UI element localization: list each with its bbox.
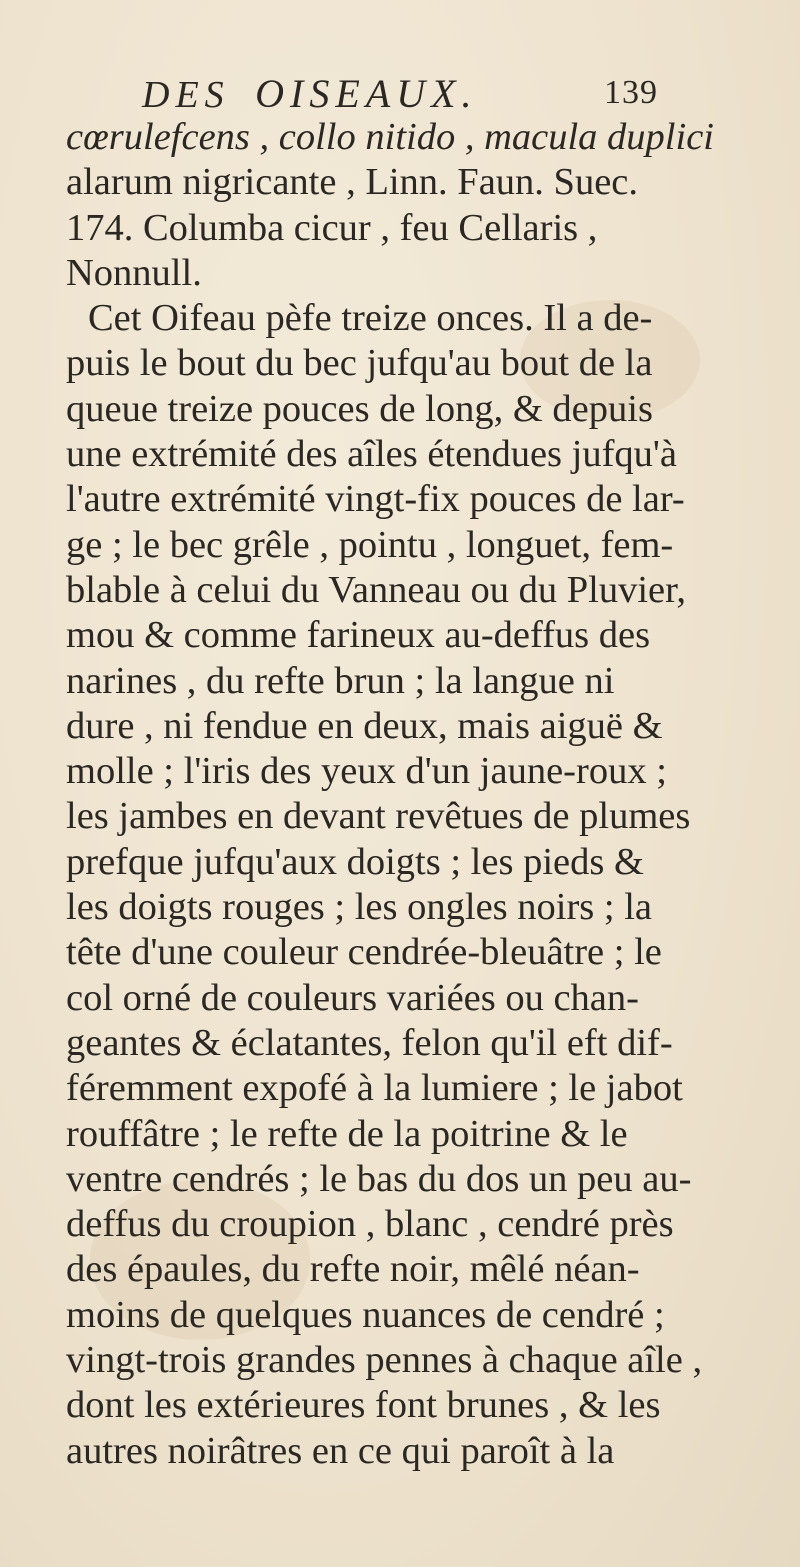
text-line: rouffâtre ; le refte de la poitrine & le [66, 1112, 628, 1155]
text-line: l'autre extrémité vingt-fix pouces de lar- [66, 478, 685, 521]
text-line: ventre cendrés ; le bas du dos un peu au- [66, 1157, 692, 1200]
text-line: féremment expofé à la lumiere ; le jabot [66, 1067, 683, 1110]
text-line: Cet Oifeau pèfe treize onces. Il a de- [88, 297, 653, 340]
text-line: col orné de couleurs variées ou chan- [66, 976, 639, 1019]
text-line: les doigts rouges ; les ongles noirs ; la [66, 886, 652, 929]
text-line: des épaules, du refte noir, mêlé néan- [66, 1248, 640, 1291]
text-line: puis le bout du bec jufqu'au bout de la [66, 342, 653, 385]
text-line: vingt-trois grandes pennes à chaque aîle , [66, 1339, 703, 1382]
text-line: narines , du refte brun ; la langue ni [66, 659, 615, 702]
body-text [66, 115, 776, 1474]
text-line: molle ; l'iris des yeux d'un jaune-roux ; [66, 750, 667, 793]
text-line: Nonnull. [66, 251, 202, 294]
text-line: une extrémité des aîles étendues jufqu'à [66, 433, 677, 476]
text-line: les jambes en devant revêtues de plumes [66, 795, 691, 838]
text-line: autres noirâtres en ce qui paroît à la [66, 1429, 615, 1472]
text-line: tête d'une couleur cendrée-bleuâtre ; le [66, 931, 662, 974]
text-line: moins de quelques nuances de cendré ; [66, 1293, 665, 1336]
text-line: queue treize pouces de long, & depuis [66, 387, 653, 430]
text-line: prefque jufqu'aux doigts ; les pieds & [66, 840, 644, 883]
text-line: dont les extérieures font brunes , & les [66, 1384, 661, 1427]
text-line: ge ; le bec grêle , pointu , longuet, fem- [66, 523, 674, 566]
text-line: blable à celui du Vanneau ou du Pluvier, [66, 568, 687, 611]
running-head-title: OISEAUX. [255, 71, 478, 116]
text-line: cœrulefcens , collo nitido , macula duplici [66, 116, 714, 158]
text-line: alarum nigricante , Linn. Faun. Suec. [66, 161, 638, 204]
page-number: 139 [604, 74, 658, 111]
running-head [142, 70, 662, 118]
text-line: geantes & éclatantes, felon qu'il eft dif- [66, 1021, 673, 1064]
text-line: deffus du croupion , blanc , cendré près [66, 1203, 674, 1246]
text-line: dure , ni fendue en deux, mais aiguë & [66, 704, 663, 747]
running-head-des: DES [142, 74, 230, 116]
text-line: mou & comme farineux au-deffus des [66, 614, 651, 657]
text-line: 174. Columba cicur , feu Cellaris , [66, 206, 598, 249]
